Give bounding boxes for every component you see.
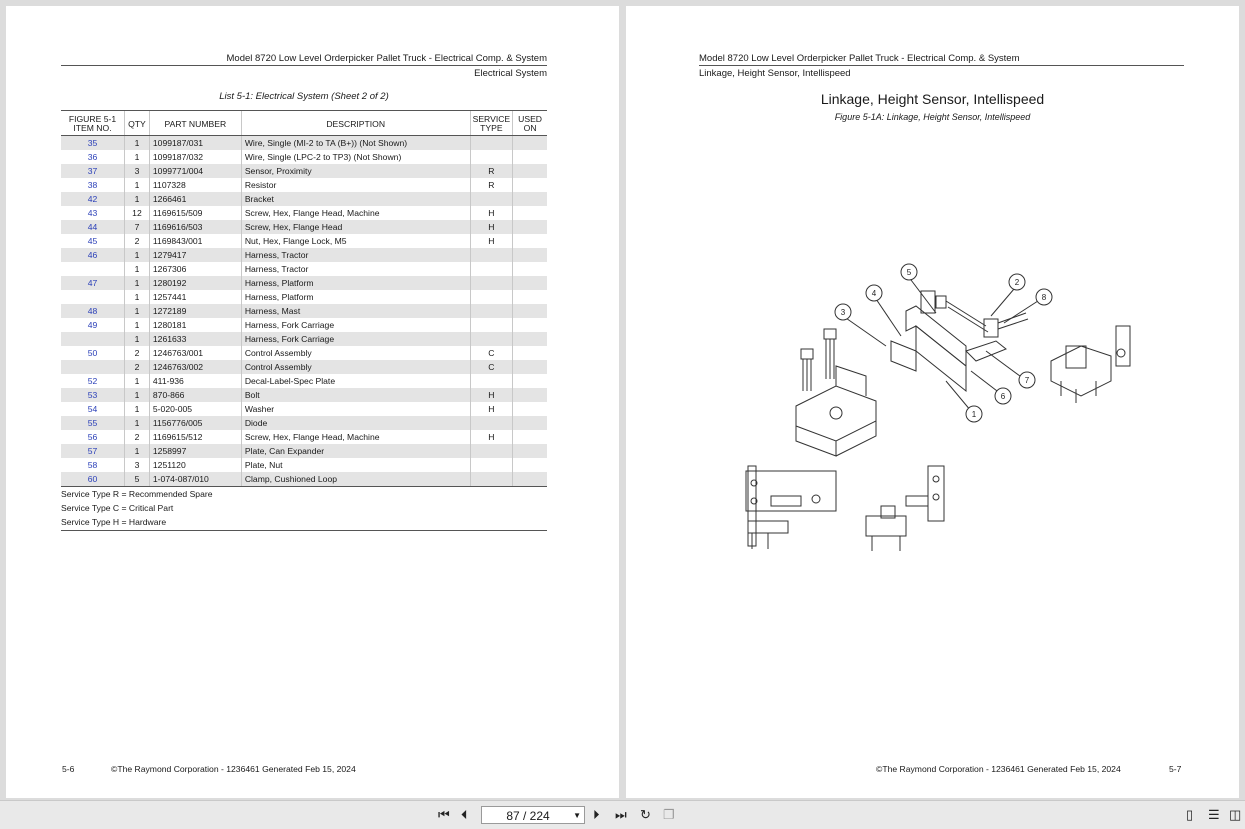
cell-item (61, 262, 125, 276)
cell-part: 1169615/509 (149, 206, 241, 220)
callout-4: 4 (871, 289, 877, 298)
cell-item[interactable]: 60 (61, 472, 125, 487)
page-indicator: 87 / 224 (506, 809, 550, 823)
cell-item[interactable]: 44 (61, 220, 125, 234)
footer-copyright: ©The Raymond Corporation - 1236461 Generated Feb 15, 2024 (876, 764, 1121, 774)
single-page-icon[interactable]: ▯ (1186, 807, 1194, 822)
cell-part: 1251120 (149, 458, 241, 472)
cell-qty: 2 (125, 360, 150, 374)
cell-qty: 7 (125, 220, 150, 234)
cell-desc: Harness, Fork Carriage (241, 332, 470, 346)
callout-5: 5 (906, 268, 912, 277)
callout-7: 7 (1024, 376, 1030, 385)
cell-used (513, 318, 547, 332)
table-row (61, 290, 547, 304)
cell-part: 1267306 (149, 262, 241, 276)
cell-used (513, 150, 547, 164)
cell-desc: Resistor (241, 178, 470, 192)
table-row (61, 374, 547, 388)
table-row (61, 178, 547, 192)
cell-item (61, 290, 125, 304)
figure-caption: Figure 5-1A: Linkage, Height Sensor, Intellispeed (834, 112, 1031, 122)
cell-item[interactable]: 46 (61, 248, 125, 262)
cell-used (513, 430, 547, 444)
cell-part: 1272189 (149, 304, 241, 318)
cell-used (513, 276, 547, 290)
cell-used (513, 402, 547, 416)
cell-used (513, 262, 547, 276)
cell-svc: H (470, 388, 513, 402)
viewer-toolbar (0, 800, 1245, 829)
cell-desc: Control Assembly (241, 346, 470, 360)
cell-part: 1258997 (149, 444, 241, 458)
cell-used (513, 360, 547, 374)
cell-desc: Bracket (241, 192, 470, 206)
cell-svc (470, 276, 513, 290)
cell-svc (470, 290, 513, 304)
base-bracket (796, 386, 876, 441)
cell-svc (470, 150, 513, 164)
callout-6: 6 (1000, 392, 1006, 401)
cell-desc: Sensor, Proximity (241, 164, 470, 178)
cell-desc: Plate, Can Expander (241, 444, 470, 458)
cell-qty: 1 (125, 136, 150, 151)
column-header-item: FIGURE 5-1 ITEM NO. (61, 111, 125, 136)
callout-2: 2 (1014, 278, 1020, 287)
bracket-face (916, 326, 966, 391)
cell-item (61, 332, 125, 346)
cell-used (513, 388, 547, 402)
cell-svc (470, 136, 513, 151)
cell-desc: Wire, Single (LPC-2 to TP3) (Not Shown) (241, 150, 470, 164)
cell-desc: Decal-Label-Spec Plate (241, 374, 470, 388)
cell-used (513, 374, 547, 388)
cell-item[interactable]: 58 (87, 460, 98, 470)
cell-desc: Nut, Hex, Flange Lock, M5 (241, 234, 470, 248)
continuous-icon[interactable]: ☰ (1208, 807, 1220, 822)
cell-part: 1279417 (149, 248, 241, 262)
cell-item[interactable]: 47 (61, 276, 125, 290)
cell-item[interactable]: 52 (87, 376, 98, 386)
cell-svc: H (470, 402, 513, 416)
cell-desc: Screw, Hex, Flange Head, Machine (241, 430, 470, 444)
cell-item[interactable]: 48 (61, 304, 125, 318)
fit-icon[interactable]: ❐ (663, 807, 675, 822)
header-title: Model 8720 Low Level Orderpicker Pallet Truck - Electrical Comp. & System (226, 53, 547, 64)
cell-item[interactable]: 54 (87, 404, 98, 414)
cell-qty: 1 (125, 416, 150, 430)
side-view-left (746, 471, 836, 511)
note-line: Service Type C = Critical Part (61, 503, 174, 513)
side-mount-plate (1116, 326, 1130, 366)
callout-1: 1 (971, 410, 977, 419)
cell-svc: R (470, 178, 513, 192)
table-row (61, 304, 547, 318)
note-line: Service Type R = Recommended Spare (61, 489, 213, 499)
chevron-down-icon: ▼ (573, 811, 581, 820)
cell-qty: 1 (125, 444, 150, 458)
cell-part: 1257441 (149, 290, 241, 304)
table-row (61, 220, 547, 234)
bracket-plate (906, 306, 966, 366)
cell-part: 1246763/001 (149, 346, 241, 360)
cell-qty: 3 (125, 164, 150, 178)
cell-part: 1169615/512 (149, 430, 241, 444)
cell-part: 1156776/005 (149, 416, 241, 430)
cell-desc: Diode (241, 416, 470, 430)
cell-svc (470, 318, 513, 332)
cell-item[interactable]: 42 (61, 192, 125, 206)
cell-part: 5-020-005 (149, 402, 241, 416)
front-view (866, 516, 906, 536)
last-page-icon[interactable]: ⏭ (615, 807, 627, 822)
cell-used (513, 136, 547, 151)
footer-copyright: ©The Raymond Corporation - 1236461 Generated Feb 15, 2024 (111, 764, 356, 774)
first-page-icon[interactable]: ⏮ (438, 807, 450, 822)
cell-qty: 2 (125, 346, 150, 360)
cell-part: 1099187/031 (149, 136, 241, 151)
cell-svc: H (470, 206, 513, 220)
cell-desc: Harness, Fork Carriage (241, 318, 470, 332)
cell-qty: 1 (125, 388, 150, 402)
cell-part: 1169843/001 (149, 234, 241, 248)
cell-used (513, 472, 547, 487)
cell-used (513, 206, 547, 220)
cell-desc: Harness, Tractor (241, 248, 470, 262)
cell-qty: 5 (125, 472, 150, 487)
cell-item[interactable]: 37 (61, 164, 125, 178)
cell-qty: 1 (125, 304, 150, 318)
table-row (61, 332, 547, 346)
cell-svc (470, 472, 513, 487)
cell-desc: Plate, Nut (241, 458, 470, 472)
cell-item[interactable]: 50 (87, 348, 98, 358)
cell-desc: Screw, Hex, Flange Head (241, 220, 470, 234)
table-row (61, 472, 547, 487)
table-row (61, 192, 547, 206)
table-row (61, 402, 547, 416)
cell-used (513, 234, 547, 248)
footer-page-number: 5-6 (62, 764, 75, 774)
cell-svc: H (470, 234, 513, 248)
cell-qty: 1 (125, 150, 150, 164)
right-page (626, 6, 1239, 798)
note-line: Service Type H = Hardware (61, 517, 167, 527)
cell-svc: H (470, 430, 513, 444)
cell-qty: 2 (125, 430, 150, 444)
cell-desc: Harness, Platform (241, 290, 470, 304)
callout-8: 8 (1041, 293, 1047, 302)
cell-used (513, 444, 547, 458)
cell-part: 1099771/004 (149, 164, 241, 178)
cell-desc: Washer (241, 402, 470, 416)
column-header-service: SERVICE TYPE (470, 111, 513, 136)
table-row (61, 276, 547, 290)
cell-svc (470, 262, 513, 276)
cell-svc: H (470, 220, 513, 234)
cell-used (513, 192, 547, 206)
figure-title: Linkage, Height Sensor, Intellispeed (820, 91, 1045, 107)
column-header-used: USED ON (513, 111, 547, 136)
table-row (61, 430, 547, 444)
cell-part: 1-074-087/010 (149, 472, 241, 487)
cell-qty: 3 (125, 458, 150, 472)
table-row (61, 458, 547, 472)
table-row (61, 318, 547, 332)
cell-item[interactable]: 45 (87, 236, 98, 246)
cell-item[interactable]: 49 (87, 320, 98, 330)
column-header-desc: DESCRIPTION (241, 111, 470, 136)
rotate-icon[interactable]: ↻ (640, 807, 651, 822)
cell-qty: 1 (125, 276, 150, 290)
cell-item (61, 360, 125, 374)
header-title: Model 8720 Low Level Orderpicker Pallet Truck - Electrical Comp. & System (699, 53, 1020, 64)
cell-qty: 2 (125, 234, 150, 248)
exploded-view-drawing (736, 251, 1156, 561)
cell-qty: 1 (125, 374, 150, 388)
column-header-part: PART NUMBER (149, 111, 241, 136)
cell-item[interactable]: 57 (61, 444, 125, 458)
cell-part: 1246763/002 (149, 360, 241, 374)
cell-desc: Harness, Platform (241, 276, 470, 290)
two-page-icon[interactable]: ◫ (1229, 807, 1242, 822)
table-caption: List 5-1: Electrical System (Sheet 2 of 2) (219, 91, 389, 102)
header-section: Linkage, Height Sensor, Intellispeed (699, 68, 851, 79)
cell-part: 1280181 (149, 318, 241, 332)
cell-svc: C (470, 360, 513, 374)
notes-rule (61, 530, 547, 531)
cell-desc: Control Assembly (241, 360, 470, 374)
table-row (61, 248, 547, 262)
cell-qty: 1 (125, 192, 150, 206)
table-row (61, 150, 547, 164)
cell-qty: 1 (125, 332, 150, 346)
cell-svc: R (470, 164, 513, 178)
table-header-row (61, 111, 547, 136)
cell-desc: Clamp, Cushioned Loop (241, 472, 470, 487)
callout-3: 3 (840, 308, 846, 317)
cell-used (513, 290, 547, 304)
parts-table (61, 110, 547, 487)
cell-item[interactable]: 43 (87, 208, 98, 218)
page-number-select[interactable] (481, 806, 585, 824)
header-section: Electrical System (474, 68, 547, 79)
footer-page-number: 5-7 (1169, 764, 1182, 774)
cell-qty: 1 (125, 248, 150, 262)
cell-svc: C (470, 346, 513, 360)
table-row (61, 206, 547, 220)
table-row (61, 164, 547, 178)
cell-qty: 1 (125, 402, 150, 416)
cell-part: 1261633 (149, 332, 241, 346)
column-header-qty: QTY (125, 111, 150, 136)
table-row (61, 388, 547, 402)
cell-desc: Harness, Tractor (241, 262, 470, 276)
cell-qty: 1 (125, 178, 150, 192)
table-row (61, 416, 547, 430)
cell-desc: Bolt (241, 388, 470, 402)
cell-item[interactable]: 55 (61, 416, 125, 430)
cell-svc (470, 374, 513, 388)
prev-page-icon[interactable]: ⏴ (461, 807, 468, 822)
cell-item[interactable]: 38 (87, 180, 98, 190)
cell-desc: Wire, Single (MI-2 to TA (B+)) (Not Shown) (241, 136, 470, 151)
cell-svc (470, 304, 513, 318)
cell-part: 1266461 (149, 192, 241, 206)
cell-svc (470, 416, 513, 430)
left-page (6, 6, 619, 798)
table-row (61, 234, 547, 248)
cell-part: 1169616/503 (149, 220, 241, 234)
table-row (61, 346, 547, 360)
cell-used (513, 220, 547, 234)
cell-svc (470, 332, 513, 346)
cell-part: 870-866 (149, 388, 241, 402)
cell-qty: 1 (125, 290, 150, 304)
cell-used (513, 164, 547, 178)
cell-part: 1107328 (149, 178, 241, 192)
cell-item[interactable]: 35 (61, 136, 125, 151)
cell-used (513, 332, 547, 346)
cell-used (513, 416, 547, 430)
cell-item[interactable]: 56 (87, 432, 98, 442)
cell-used (513, 304, 547, 318)
cell-used (513, 346, 547, 360)
cell-used (513, 178, 547, 192)
table-row (61, 136, 547, 151)
cell-qty: 12 (125, 206, 150, 220)
cell-part: 411-936 (149, 374, 241, 388)
cell-part: 1099187/032 (149, 150, 241, 164)
cell-used (513, 458, 547, 472)
cell-svc (470, 444, 513, 458)
table-row (61, 262, 547, 276)
cell-desc: Screw, Hex, Flange Head, Machine (241, 206, 470, 220)
next-page-icon[interactable]: ⏵ (593, 807, 600, 822)
table-row (61, 444, 547, 458)
cell-part: 1280192 (149, 276, 241, 290)
cell-qty: 1 (125, 318, 150, 332)
service-type-notes (61, 487, 547, 531)
cell-item[interactable]: 53 (61, 388, 125, 402)
cell-used (513, 248, 547, 262)
cell-svc (470, 248, 513, 262)
table-row (61, 360, 547, 374)
cell-desc: Harness, Mast (241, 304, 470, 318)
cell-item[interactable]: 36 (87, 152, 98, 162)
cell-svc (470, 458, 513, 472)
cell-qty: 1 (125, 262, 150, 276)
cell-svc (470, 192, 513, 206)
